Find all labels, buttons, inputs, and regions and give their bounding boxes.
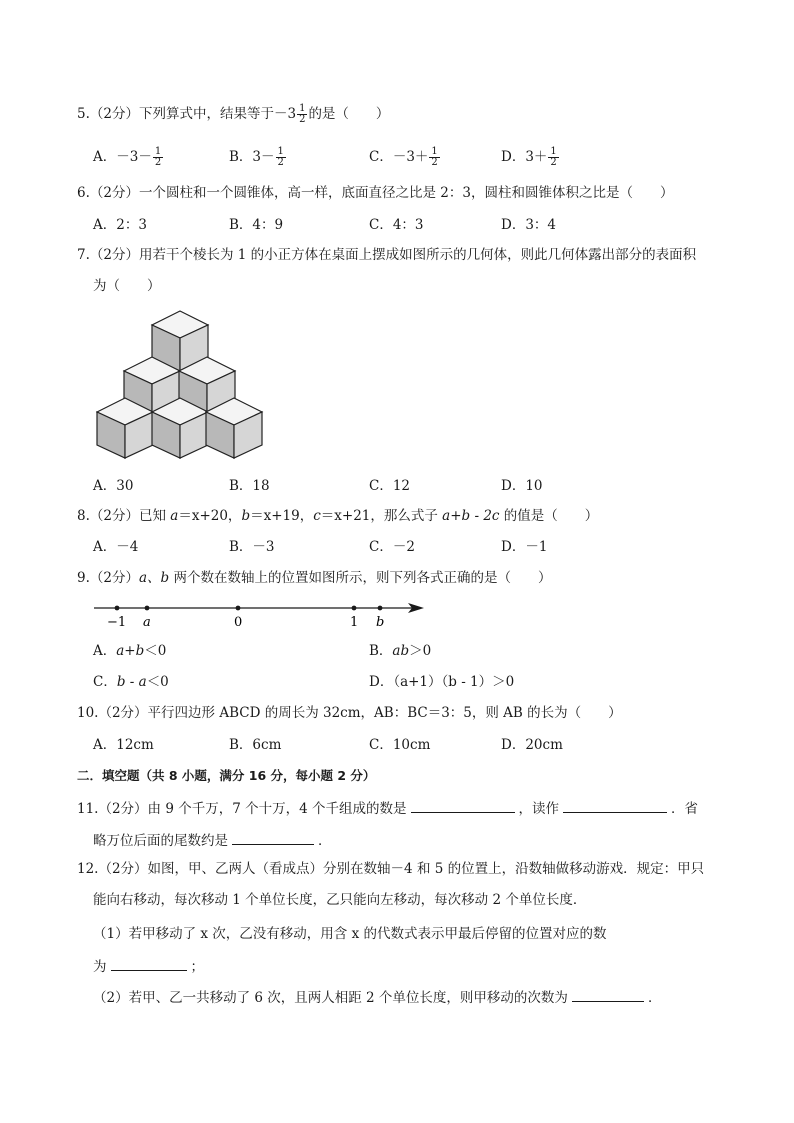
q8-option-c: C．－2: [369, 539, 415, 555]
q10-stem: 10.（2分）平行四边形 ABCD 的周长为 32cm，AB：BC＝3：5，则 AB 的长为（ ）: [77, 705, 622, 721]
q5-option-a: A．－3－ $\frac{1}{2}$: [93, 146, 162, 168]
q6-option-c: C．4：3: [369, 217, 424, 233]
q8-option-b: B．－3: [229, 539, 275, 555]
q7-stem-line1: 7.（2分）用若干个棱长为 1 的小正方体在桌面上摆成如图所示的几何体，则此几何体露出部分的表面积: [77, 247, 697, 263]
q12-line1: 12.（2分）如图，甲、乙两人（看成点）分别在数轴－4 和 5 的位置上，沿数轴做移动游戏．规定：甲只: [77, 861, 705, 877]
answer-blank[interactable]: [232, 830, 314, 845]
point-1: [352, 606, 357, 611]
q6-option-a: A．2：3: [93, 217, 147, 233]
q7-stem-line2: 为（ ）: [93, 278, 161, 294]
tick-label-minus1: −1: [107, 615, 127, 630]
section-heading-fill-in: 二．填空题（共 8 小题，满分 16 分，每小题 2 分）: [77, 768, 376, 783]
q11-line2: 略万位后面的尾数约是 ．: [93, 830, 332, 850]
q5-option-d: D．3＋ $\frac{1}{2}$: [501, 146, 557, 168]
q7-option-a: A．30: [93, 478, 134, 494]
tick-label-0: 0: [234, 615, 243, 630]
q9-option-c: C．b - a＜0: [93, 674, 169, 690]
fraction: $\frac{1}{2}$: [277, 146, 284, 168]
q10-option-a: A．12cm: [93, 737, 154, 753]
answer-blank[interactable]: [111, 956, 187, 971]
q7-option-c: C．12: [369, 478, 411, 494]
q6-option-d: D．3：4: [501, 217, 557, 233]
q5-stem: [77, 104, 389, 125]
answer-blank[interactable]: [563, 798, 667, 813]
q12-sub1-line2: 为 ；: [93, 956, 204, 976]
q9-stem: 9.（2分）a、b 两个数在数轴上的位置如图所示，则下列各式正确的是（ ）: [77, 570, 552, 586]
point-a: [145, 606, 150, 611]
q9-option-b: B．ab＞0: [369, 643, 432, 659]
q7-option-b: B．18: [229, 478, 270, 494]
q5-stem-tail: 的是（ ）: [308, 106, 390, 122]
q8-option-d: D．－1: [501, 539, 548, 555]
fraction-numerator: 1: [299, 103, 306, 114]
point-b: [378, 606, 383, 611]
q11-line1: 11.（2分）由 9 个千万，7 个十万，4 个千组成的数是 ，读作 ．省: [77, 798, 698, 818]
q9-option-d: D．（a+1）（b - 1）＞0: [369, 674, 515, 690]
q5-option-b: B．3－ $\frac{1}{2}$: [229, 146, 284, 168]
fraction: $\frac{1}{2}$: [550, 146, 557, 168]
q10-option-d: D．20cm: [501, 737, 563, 753]
tick-label-b: b: [376, 615, 385, 630]
q6-stem: 6.（2分）一个圆柱和一个圆锥体，高一样，底面直径之比是 2：3，圆柱和圆锥体积之比是（ ）: [77, 185, 674, 201]
cube-stack-figure: [96, 308, 266, 460]
number-line-figure: [90, 598, 430, 632]
q5-stem-text: 5.（2分）下列算式中，结果等于－3: [77, 106, 297, 122]
q10-option-c: C．10cm: [369, 737, 431, 753]
q10-option-b: B．6cm: [229, 737, 282, 753]
point-minus1: [115, 606, 120, 611]
q12-sub2: （2）若甲、乙一共移动了 6 次，且两人相距 2 个单位长度，则甲移动的次数为 ．: [93, 987, 661, 1007]
answer-blank[interactable]: [411, 798, 515, 813]
q7-option-d: D．10: [501, 478, 543, 494]
point-0: [236, 606, 241, 611]
tick-label-a: a: [143, 615, 151, 630]
answer-blank[interactable]: [572, 987, 644, 1002]
q5-option-c: C．－3＋ $\frac{1}{2}$: [369, 146, 438, 168]
fraction-denominator: 2: [299, 114, 306, 125]
q8-stem: 8.（2分）已知 a＝x+20，b＝x+19，c＝x+21，那么式子 a+b - 2c 的值是（ ）: [77, 508, 599, 524]
fraction: $\frac{1}{2}$: [154, 146, 162, 168]
q5-stem-fraction: [297, 104, 307, 125]
tick-label-1: 1: [350, 615, 359, 630]
q9-option-a: A．a+b＜0: [93, 643, 167, 659]
fraction: $\frac{1}{2}$: [431, 146, 438, 168]
q12-line2: 能向右移动，每次移动 1 个单位长度，乙只能向左移动，每次移动 2 个单位长度．: [93, 892, 587, 908]
q6-option-b: B．4：9: [229, 217, 284, 233]
q8-option-a: A．－4: [93, 539, 139, 555]
q12-sub1-line1: （1）若甲移动了 x 次，乙没有移动，用含 x 的代数式表示甲最后停留的位置对应的数: [93, 926, 607, 942]
